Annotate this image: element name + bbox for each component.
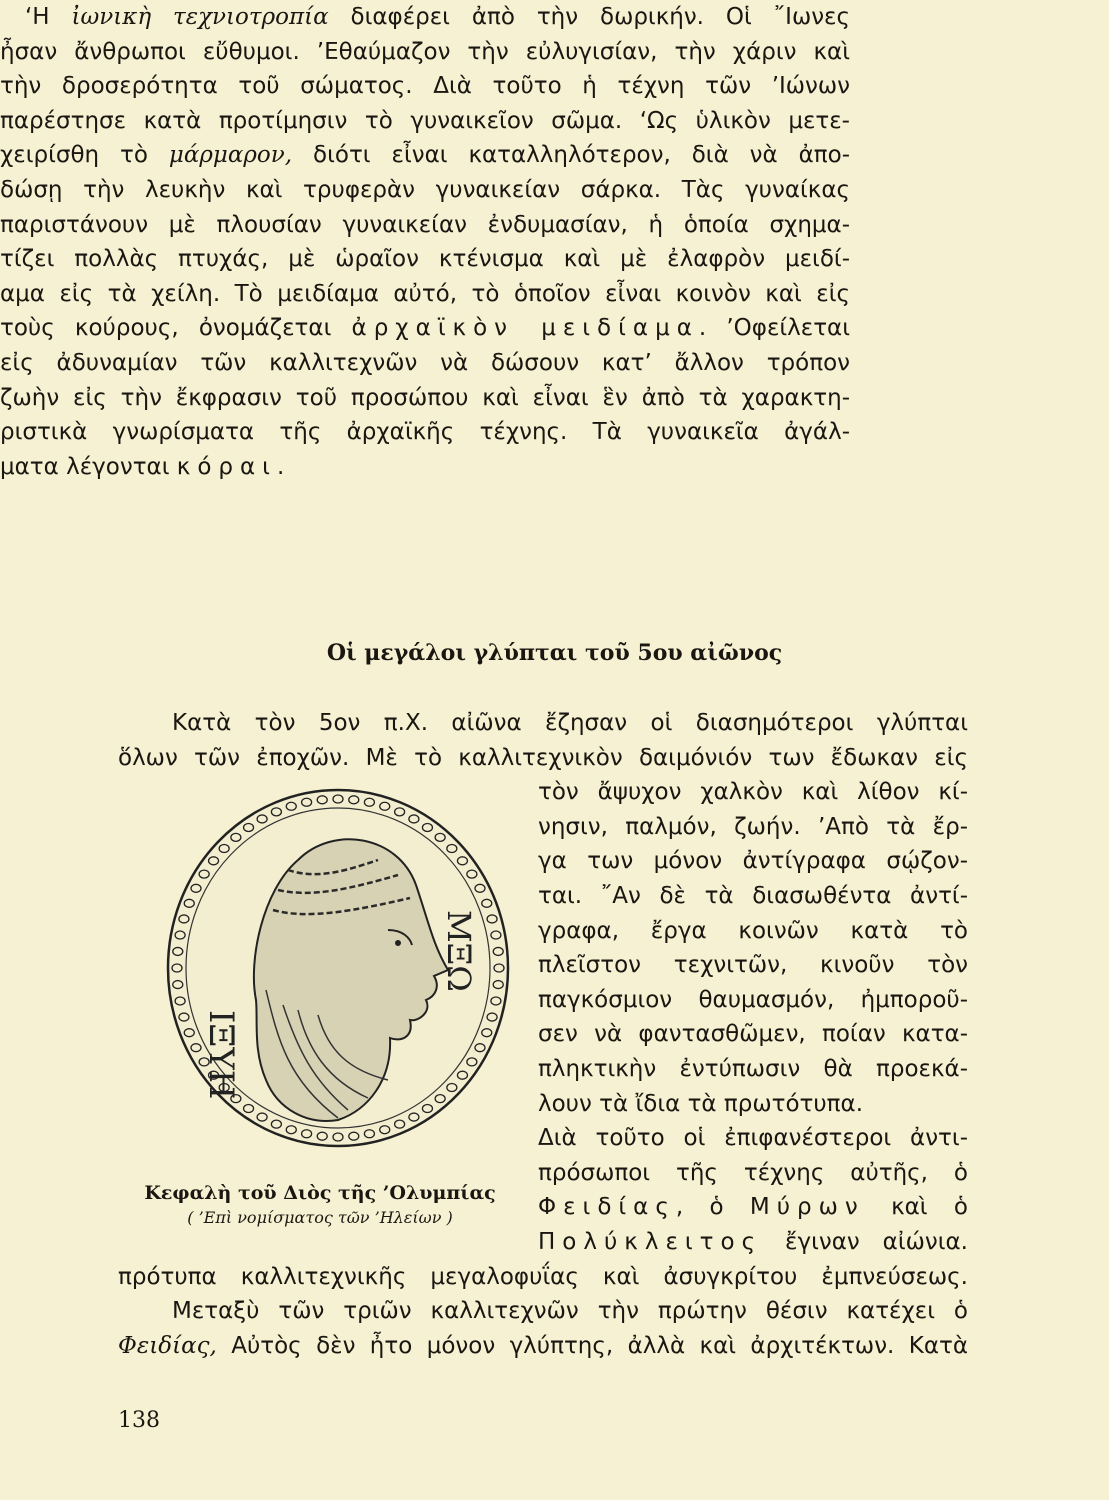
text-line <box>0 242 850 277</box>
paragraph-ionic-style <box>0 0 850 484</box>
italic-term: μάρμαρον, <box>168 142 293 169</box>
text-fragment: Αὐτὸς δὲν ἦτο μόνον γλύπτης, ἀλλὰ καὶ ἀρχιτέκτων. Κατὰ <box>216 1332 968 1359</box>
sculptor-name: Πολύκλειτος <box>538 1228 763 1255</box>
page-number: 138 <box>118 1408 160 1433</box>
text-fragment: παριστάνουν μὲ πλουσίαν γυναικείαν ἐνδυμασίαν, ἡ ὁποία σχημα- <box>0 211 850 238</box>
text-line: τὸν ἄψυχον χαλκὸν καὶ λίθον κί- <box>538 779 968 806</box>
text-line: πρότυπα καλλιτεχνικῆς μεγαλοφυΐας καὶ ἀσυγκρίτου ἐμπνεύσεως. <box>118 1263 968 1290</box>
text-line: Διὰ τοῦτο οἱ ἐπιφανέστεροι ἀντι- <box>538 1125 968 1152</box>
text-line <box>538 1190 968 1225</box>
text-fragment: ‘Η <box>25 4 72 30</box>
text-fragment: χειρίσθη τὸ <box>0 142 169 169</box>
text-fragment: τίζει πολλὰς πτυχάς, μὲ ὡραῖον κτένισμα καὶ μὲ ἐλαφρὸν μειδί- <box>0 246 850 273</box>
text-line: ὅλων τῶν ἐποχῶν. Μὲ τὸ καλλιτεχνικὸν δαιμόνιόν των ἔδωκαν εἰς <box>118 744 968 771</box>
text-fragment: ματα λέγονται <box>0 453 177 480</box>
caption-title: Κεφαλὴ τοῦ Διὸς τῆς ’Ολυμπίας <box>144 1182 496 1204</box>
text-fragment: καὶ ὁ <box>864 1194 968 1221</box>
text-line <box>0 104 850 139</box>
text-line: Κατὰ τὸν 5ον π.Χ. αἰῶνα ἔζησαν οἱ διασημότεροι γλύπται <box>172 710 968 736</box>
text-fragment: αμα εἰς τὰ χείλη. Τὸ μειδίαμα αὐτό, τὸ ὁποῖον εἶναι κοινὸν καὶ εἰς <box>0 280 850 307</box>
text-line <box>538 1225 968 1260</box>
text-line: λουν τὰ ἴδια τὰ πρωτότυπα. <box>538 1090 863 1117</box>
text-line: ται. ῎Αν δὲ τὰ διασωθέντα ἀντί- <box>538 882 968 909</box>
text-line <box>0 415 850 450</box>
text-line: πληκτικὴν ἐντύπωσιν θὰ προεκά- <box>538 1055 968 1082</box>
text-fragment: διαφέρει ἀπὸ τὴν δωρικήν. Οἱ ῎Ιωνες <box>328 4 850 30</box>
text-line: γα των μόνον ἀντίγραφα σῴζον- <box>538 848 968 875</box>
figure-caption <box>120 1182 520 1227</box>
text-line <box>0 0 850 35</box>
text-line <box>0 35 850 70</box>
caption-source: ( ’Επὶ νομίσματος τῶν ’Ηλείων ) <box>187 1208 453 1227</box>
text-line: σεν νὰ φαντασθῶμεν, ποίαν κατα- <box>538 1021 968 1048</box>
text-line <box>0 69 850 104</box>
coin-right-letters: ΜΞΩ <box>440 910 478 992</box>
text-fragment: δώσῃ τὴν λευκὴν καὶ τρυφερὰν γυναικείαν σάρκα. Τὰς γυναίκας <box>0 176 850 203</box>
text-fragment: ζωὴν εἰς τὴν ἔκφρασιν τοῦ προσώπου καὶ εἶναι ἓν ἀπὸ τὰ χαρακτη- <box>0 384 850 411</box>
text-line <box>0 311 850 346</box>
text-fragment: , ὁ <box>675 1194 750 1221</box>
text-line: πλεῖστον τεχνιτῶν, κινοῦν τὸν <box>538 952 968 979</box>
text-line <box>0 208 850 243</box>
text-fragment: παρέστησε κατὰ προτίμησιν τὸ γυναικεῖον σῶμα. ‘Ως ὑλικὸν μετε- <box>0 107 850 134</box>
coin-illustration <box>148 780 518 1165</box>
text-line: πρόσωποι τῆς τέχνης αὐτῆς, ὁ <box>538 1159 968 1186</box>
text-line <box>118 1329 968 1364</box>
text-fragment: . <box>276 453 285 480</box>
sculptor-name: Φειδίας <box>538 1194 676 1221</box>
text-fragment: . ’Οφείλεται <box>698 315 850 342</box>
section-heading: Οἱ μεγάλοι γλύπται τοῦ 5ου αἰῶνος <box>326 640 783 666</box>
text-line: Μεταξὺ τῶν τριῶν καλλιτεχνῶν τὴν πρώτην θέσιν κατέχει ὁ <box>172 1298 968 1325</box>
text-line <box>0 173 850 208</box>
text-line <box>0 346 850 381</box>
text-line <box>0 381 850 416</box>
text-fragment: τοὺς κούρους, ὀνομάζεται <box>0 315 352 342</box>
spaced-term: κόραι <box>176 453 277 480</box>
text-fragment: εἰς ἀδυναμίαν τῶν καλλιτεχνῶν νὰ δώσουν κατ’ ἄλλον τρόπον <box>0 349 850 376</box>
text-fragment: ἦσαν ἄνθρωποι εὔθυμοι. ’Εθαύμαζον τὴν εὐλυγισίαν, τὴν χάριν καὶ <box>0 38 850 65</box>
text-line: παγκόσμιον θαυμασμόν, ἠμποροῦ- <box>538 986 968 1013</box>
text-fragment: διότι εἶναι καταλληλότερον, διὰ νὰ ἀπο- <box>292 142 851 169</box>
coin-left-letters: ΙΞΥΗ <box>201 1010 241 1100</box>
text-line: νησιν, παλμόν, ζωήν. ’Απὸ τὰ ἔρ- <box>538 813 968 840</box>
text-line <box>0 277 850 312</box>
text-line: γραφα, ἔργα κοινῶν κατὰ τὸ <box>538 917 968 944</box>
text-fragment: ριστικὰ γνωρίσματα τῆς ἀρχαϊκῆς τέχνης. Τὰ γυναικεῖα ἀγάλ- <box>0 419 850 446</box>
text-line <box>0 138 850 173</box>
italic-name: Φειδίας, <box>118 1332 217 1359</box>
italic-term: ἰωνικὴ τεχνιοτροπία <box>71 4 329 30</box>
text-fragment: τὴν δροσερότητα τοῦ σώματος. Διὰ τοῦτο ἡ τέχνη τῶν ’Ιώνων <box>0 73 850 100</box>
spaced-term: ἀρχαϊκὸν μειδίαμα <box>351 315 699 342</box>
sculptor-name: Μύρων <box>749 1194 865 1221</box>
text-line <box>0 450 850 485</box>
text-fragment: ἔγιναν αἰώνια. <box>762 1228 968 1255</box>
